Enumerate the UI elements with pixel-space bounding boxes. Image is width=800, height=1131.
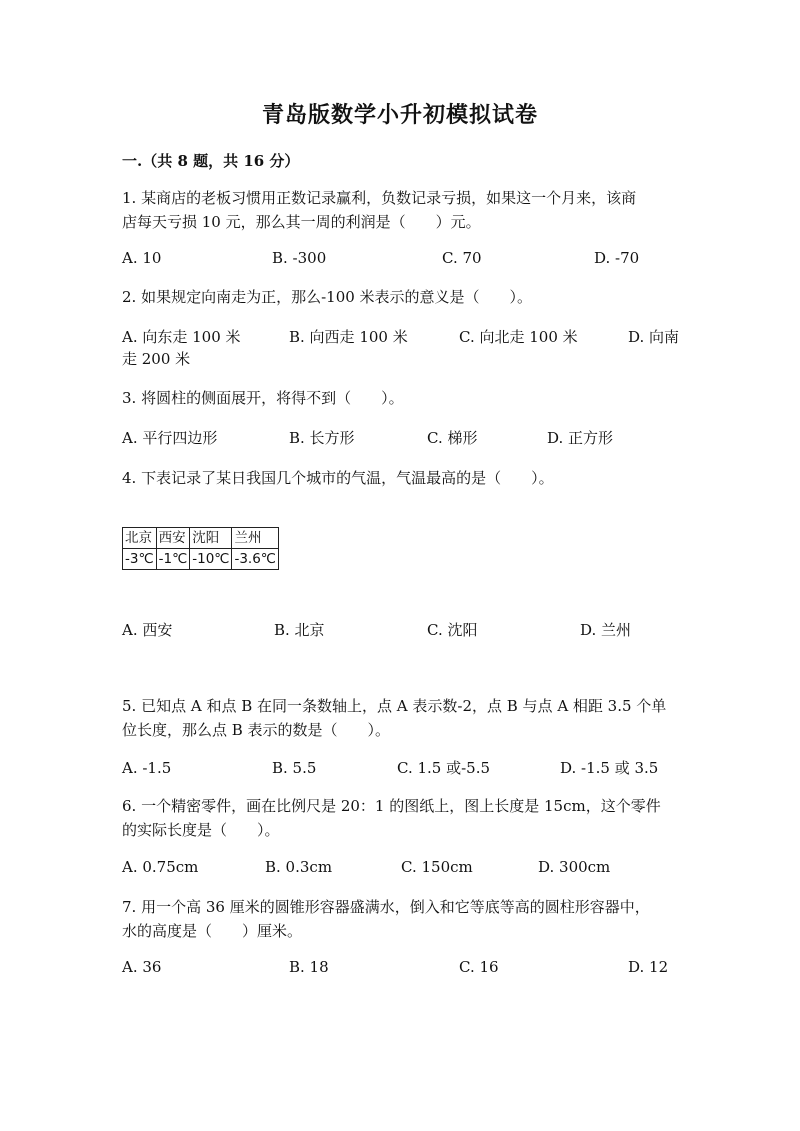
table-row [123,528,279,549]
option-a[interactable]: A. 平行四边形 [122,429,218,447]
option-b[interactable]: B. 18 [289,958,329,976]
question-1 [122,186,682,234]
table-row [123,549,279,570]
option-d[interactable]: D. 兰州 [580,621,632,639]
option-c[interactable]: C. 1.5 或-5.5 [397,759,491,777]
question-6-options [122,855,682,879]
question-line: 1. 某商店的老板习惯用正数记录赢利，负数记录亏损，如果这一个月来，该商 [122,189,637,207]
question-4 [122,466,682,490]
question-line: 的实际长度是（ ）。 [122,821,280,839]
option-d[interactable]: D. 300cm [538,858,611,876]
temperature-table [122,527,279,570]
table-cell-temp: -3℃ [123,549,157,570]
table-cell-temp: -10℃ [190,549,232,570]
option-d-continuation: 走 200 米 [122,350,191,368]
table-cell-city: 兰州 [232,528,279,549]
question-3-options [122,426,682,450]
question-line: 位长度，那么点 B 表示的数是（ ）。 [122,721,391,739]
question-5 [122,694,682,742]
question-line: 店每天亏损 10 元，那么其一周的利润是（ ）元。 [122,213,481,231]
option-a[interactable]: A. -1.5 [122,759,172,777]
question-1-options [122,246,682,270]
question-3 [122,386,682,410]
option-d[interactable]: D. 正方形 [547,429,614,447]
table-cell-temp: -1℃ [156,549,190,570]
option-c[interactable]: C. 沈阳 [427,621,478,639]
table-cell-city: 西安 [156,528,190,549]
option-d[interactable]: D. -1.5 或 3.5 [560,759,659,777]
table-cell-city: 北京 [123,528,157,549]
option-d[interactable]: D. -70 [594,249,640,267]
option-a[interactable]: A. 36 [122,958,162,976]
option-a[interactable]: A. 向东走 100 米 [122,328,241,346]
option-c[interactable]: C. 70 [442,249,482,267]
question-line: 3. 将圆柱的侧面展开，将得不到（ ）。 [122,389,404,407]
question-6 [122,794,682,842]
question-line: 5. 已知点 A 和点 B 在同一条数轴上，点 A 表示数-2，点 B 与点 A 相距 3.5 个单 [122,697,667,715]
question-4-options [122,618,682,642]
option-b[interactable]: B. -300 [272,249,327,267]
option-b[interactable]: B. 向西走 100 米 [289,328,408,346]
page-title: 青岛版数学小升初模拟试卷 [261,102,538,128]
option-b[interactable]: B. 5.5 [272,759,317,777]
option-c[interactable]: C. 向北走 100 米 [459,328,578,346]
question-5-options [122,756,682,780]
question-7-options [122,955,682,979]
question-7 [122,895,682,943]
option-b[interactable]: B. 0.3cm [265,858,333,876]
option-a[interactable]: A. 0.75cm [122,858,199,876]
option-d[interactable]: D. 向南 [628,328,680,346]
table-cell-temp: -3.6℃ [232,549,279,570]
question-line: 4. 下表记录了某日我国几个城市的气温，气温最高的是（ ）。 [122,469,554,487]
question-line: 水的高度是（ ）厘米。 [122,922,303,940]
option-d[interactable]: D. 12 [628,958,669,976]
question-line: 7. 用一个高 36 厘米的圆锥形容器盛满水，倒入和它等底等高的圆柱形容器中， [122,898,650,916]
table-cell-city: 沈阳 [190,528,232,549]
option-a[interactable]: A. 10 [122,249,162,267]
option-c[interactable]: C. 梯形 [427,429,478,447]
option-c[interactable]: C. 16 [459,958,499,976]
question-2-options [122,326,682,370]
option-b[interactable]: B. 北京 [274,621,325,639]
question-line: 2. 如果规定向南走为正，那么-100 米表示的意义是（ ）。 [122,288,533,306]
question-line: 6. 一个精密零件，画在比例尺是 20：1 的图纸上，图上长度是 15cm，这个零件 [122,797,661,815]
option-b[interactable]: B. 长方形 [289,429,355,447]
option-c[interactable]: C. 150cm [401,858,473,876]
section-heading: 一.（共 8 题，共 16 分） [122,152,300,170]
option-a[interactable]: A. 西安 [122,621,173,639]
question-2 [122,285,682,309]
